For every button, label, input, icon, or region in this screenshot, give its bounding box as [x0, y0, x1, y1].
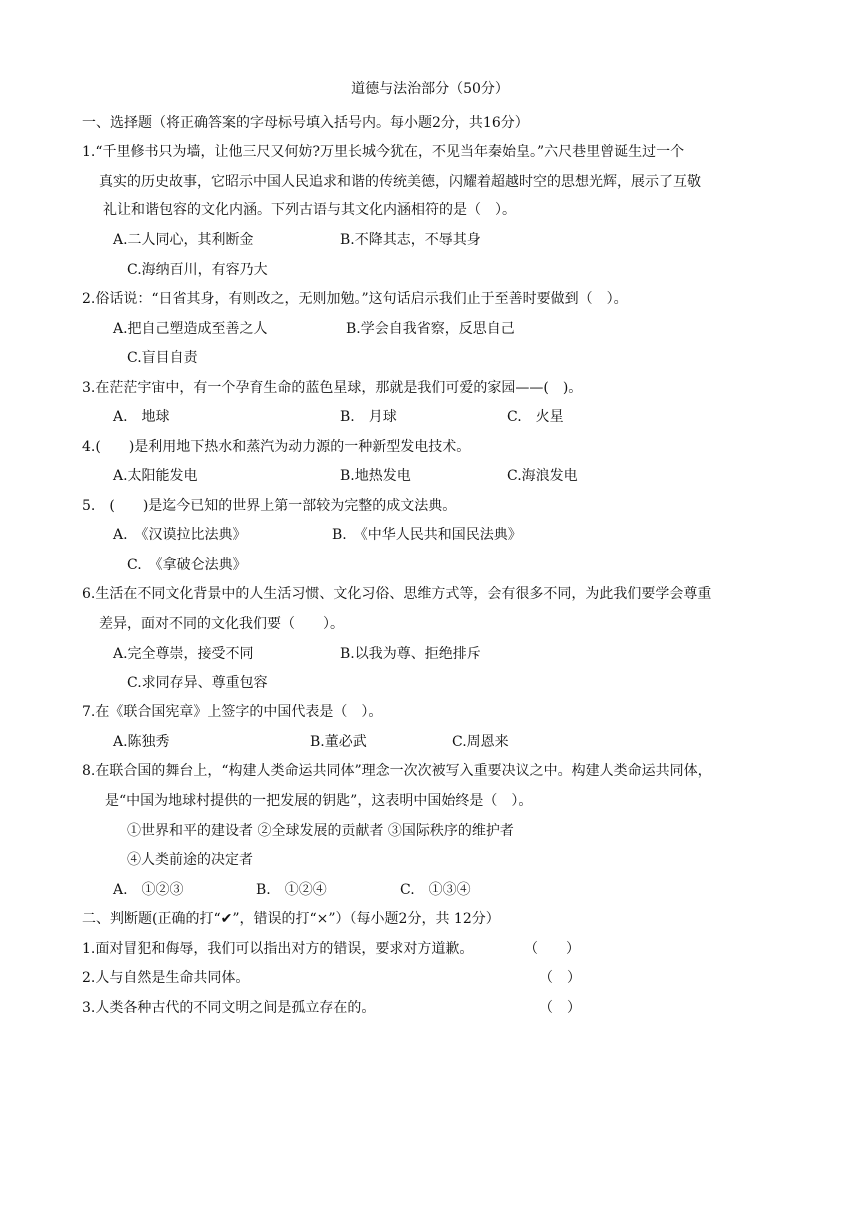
q8-option-c: C. ①③④	[400, 882, 471, 898]
q6-line-2: 差异，面对不同的文化我们要（ ）。	[99, 616, 344, 632]
judge-item-1: 1.面对冒犯和侮辱，我们可以指出对方的错误，要求对方道歉。	[82, 941, 474, 957]
q8-item-line-1: ①世界和平的建设者 ②全球发展的贡献者 ③国际秩序的维护者	[127, 823, 514, 839]
section2-heading: 二、判断题(正确的打“✔”，错误的打“×”）（每小题2分，共 12分）	[82, 911, 500, 927]
q1-line-3: 礼让和谐包容的文化内涵。下列古语与其文化内涵相符的是（ ）。	[103, 202, 516, 218]
q8-option-a: A. ①②③	[113, 882, 184, 898]
q3-text: 3.在茫茫宇宙中，有一个孕育生命的蓝色星球，那就是我们可爱的家园——( )。	[82, 380, 583, 396]
q6-line-1: 6.生活在不同文化背景中的人生活习惯、文化习俗、思维方式等，会有很多不同，为此我们要学会尊重	[82, 586, 712, 602]
q8-line-2: 是“中国为地球村提供的一把发展的钥匙”，这表明中国始终是（ ）。	[105, 793, 533, 809]
q3-option-a: A. 地球	[113, 409, 170, 425]
q6-option-a: A.完全尊崇，接受不同	[113, 646, 254, 662]
q4-option-b: B.地热发电	[340, 468, 411, 484]
judge-item-3: 3.人类各种古代的不同文明之间是孤立存在的。	[82, 1000, 376, 1016]
q7-option-a: A.陈独秀	[113, 734, 170, 750]
q5-option-c: C. 《拿破仑法典》	[127, 557, 247, 573]
judge-item-3-blank: （ ）	[539, 1000, 581, 1016]
q5-option-b: B. 《中华人民共和国民法典》	[332, 527, 522, 543]
q3-option-c: C. 火星	[507, 409, 564, 425]
q3-option-b: B. 月球	[340, 409, 397, 425]
q7-text: 7.在《联合国宪章》上签字的中国代表是（ ）。	[82, 704, 383, 720]
section1-heading: 一、选择题（将正确答案的字母标号填入括号内。每小题2分，共16分）	[82, 115, 529, 131]
judge-item-2-blank: （ ）	[539, 970, 581, 986]
q1-line-2: 真实的历史故事，它昭示中国人民追求和谐的传统美德，闪耀着超越时空的思想光辉，展示了互敬	[99, 174, 701, 190]
q8-option-b: B. ①②④	[256, 882, 327, 898]
q1-option-c: C.海纳百川，有容乃大	[127, 262, 268, 278]
q1-option-a: A.二人同心，其利断金	[113, 232, 254, 248]
q2-option-a: A.把自己塑造成至善之人	[113, 321, 268, 337]
q6-option-b: B.以我为尊、拒绝排斥	[340, 646, 481, 662]
judge-item-2: 2.人与自然是生命共同体。	[82, 970, 250, 986]
page-title: 道德与法治部分（50分）	[351, 81, 509, 97]
q7-option-c: C.周恩来	[452, 734, 509, 750]
q2-option-b: B.学会自我省察，反思自己	[346, 321, 515, 337]
q8-item-line-2: ④人类前途的决定者	[127, 852, 253, 868]
q5-text: 5. ( )是迄今已知的世界上第一部较为完整的成文法典。	[82, 498, 457, 514]
q2-option-c: C.盲目自责	[127, 350, 198, 366]
q1-line-1: 1.“千里修书只为墙，让他三尺又何妨?万里长城今犹在，不见当年秦始皇。”六尺巷里曾诞生过一个	[82, 144, 685, 160]
q4-option-c: C.海浪发电	[507, 468, 578, 484]
q1-option-b: B.不降其志，不辱其身	[340, 232, 481, 248]
q5-option-a: A. 《汉谟拉比法典》	[113, 527, 247, 543]
q4-option-a: A.太阳能发电	[113, 468, 198, 484]
q8-line-1: 8.在联合国的舞台上，“构建人类命运共同体”理念一次次被写入重要决议之中。构建人类命运共同体，	[82, 763, 712, 779]
judge-item-1-blank: （ ）	[524, 941, 580, 957]
q6-option-c: C.求同存异、尊重包容	[127, 675, 268, 691]
q4-text: 4.( )是利用地下热水和蒸汽为动力源的一种新型发电技术。	[82, 439, 471, 455]
q7-option-b: B.董必武	[310, 734, 367, 750]
q2-text: 2.俗话说：“日省其身，有则改之，无则加勉。”这句话启示我们止于至善时要做到（ ）。	[82, 291, 628, 307]
